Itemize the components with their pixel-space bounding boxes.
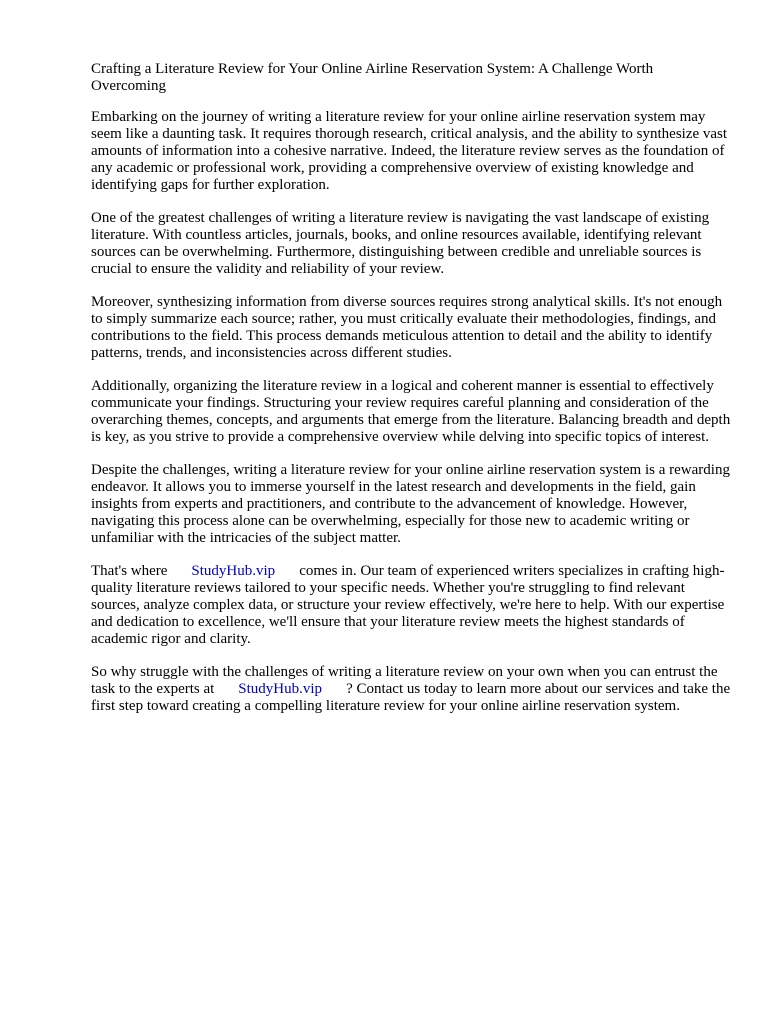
paragraph-organization: Additionally, organizing the literature review in a logical and coherent manner is essential to effectively communicate your findings. Structuring your review requires careful planning and consideration of the overarching themes, concepts, and arguments that emerge from the literature. Balancing breadth and depth is key, as you strive to provide a comprehensive overview while delving into specific topics of interest. [91,378,731,445]
paragraph-challenges: One of the greatest challenges of writing a literature review is navigating the vast landscape of existing literature. With countless articles, journals, books, and online resources available, identifying relevant sources can be overwhelming. Furthermore, distinguishing between credible and unreliable sources is crucial to ensure the validity and reliability of your review. [91,210,710,277]
promo-text-before: That's where [91,563,168,579]
studyhub-link[interactable]: StudyHub.vip [191,563,276,579]
document-page [91,61,731,731]
paragraph-intro: Embarking on the journey of writing a literature review for your online airline reservation system may seem like a daunting task. It requires thorough research, critical analysis, and the ability to synthesize vast amounts of information into a cohesive narrative. Indeed, the literature review serves as the foundation of any academic or professional work, providing a comprehensive overview of existing knowledge and identifying gaps for further exploration. [91,109,728,193]
closing-text-before: So why struggle with the challenges of writing a literature review on your own when you can entrust the task to the experts at [91,664,718,697]
promo-text-after: comes in. Our team of experienced writers specializes in crafting high-quality literature reviews tailored to your specific needs. Whether you're struggling to find relevant sources, analyze complex data, or structure your review effectively, we're here to help. With our expertise and dedication to excellence, we'll ensure that your literature review meets the highest standards of academic rigor and clarity. [91,563,725,647]
paragraph-rewards: Despite the challenges, writing a literature review for your online airline reservation system is a rewarding endeavor. It allows you to immerse yourself in the latest research and developments in the field, gain insights from experts and practitioners, and contribute to the advancement of knowledge. However, navigating this process alone can be overwhelming, especially for those new to academic writing or unfamiliar with the intricacies of the subject matter. [91,462,730,546]
paragraph-synthesis: Moreover, synthesizing information from diverse sources requires strong analytical skills. It's not enough to simply summarize each source; rather, you must critically evaluate their methodologies, findings, and contributions to the field. This process demands meticulous attention to detail and the ability to identify patterns, trends, and inconsistencies across different studies. [91,294,723,361]
studyhub-link-closing[interactable]: StudyHub.vip [238,681,323,697]
document-title: Crafting a Literature Review for Your Online Airline Reservation System: A Challenge Worth Overcoming [91,61,654,94]
paragraph-closing [91,664,731,715]
closing-text-after: ? Contact us today to learn more about our services and take the first step toward creating a compelling literature review for your online airline reservation system. [91,681,731,714]
paragraph-promo [91,563,731,648]
